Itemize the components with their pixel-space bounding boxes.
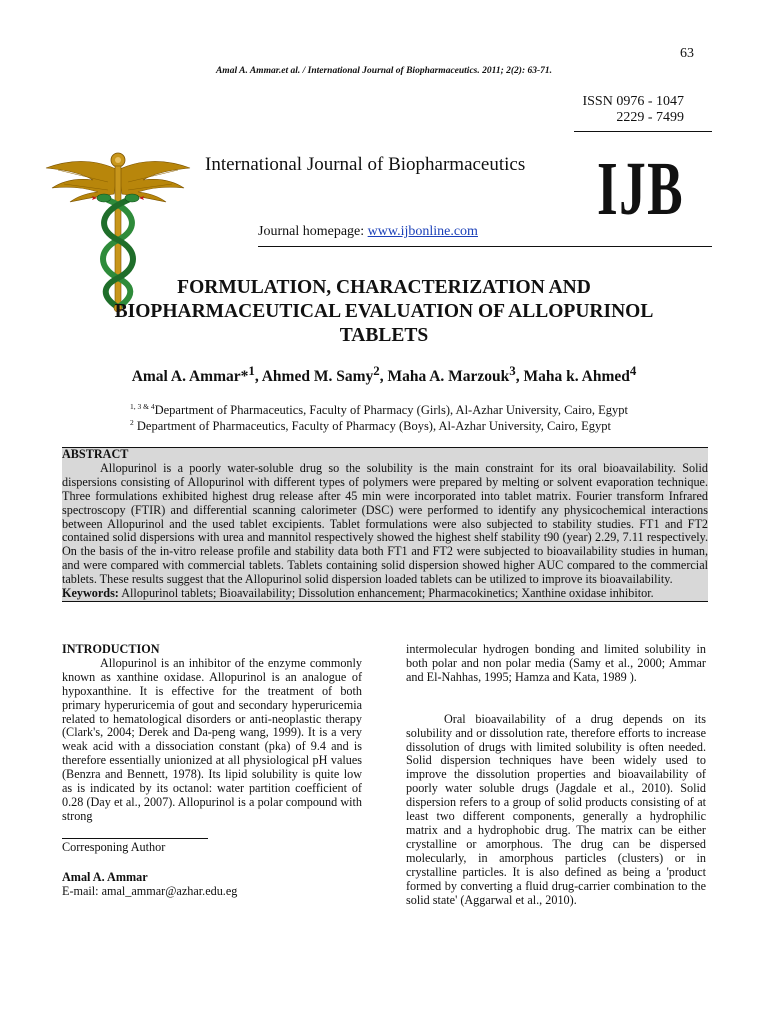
issn-block <box>568 94 684 126</box>
author-name: Ahmed M. Samy <box>261 368 374 386</box>
title-line-1: FORMULATION, CHARACTERIZATION AND <box>177 277 591 298</box>
footnote-rule <box>62 838 208 839</box>
introduction-paragraph: Allopurinol is an inhibitor of the enzyme commonly known as xanthine oxidase. Allopurinol is an analogue of hypoxanthine. It is effective for the treatment of both primary hyperuricemia of gout and secondary hyperuricemia related to hematological disorders or anti-neoplastic therapy (Clark's, 2004; Derek and Da-peng wang, 1999). It is a very weak acid with a dissociation constant (pka) of 9.4 and is therefore essentially unionized at all physiological pH values (Benzra and Bennett, 1978). Its lipid solubility is quite low as is indicated by its octanol: water partition coefficient of 0.28 (Day et al., 2007). Allopurinol is a polar compound with strong <box>62 655 362 823</box>
affiliation-1 <box>130 402 690 418</box>
author-affiliation-marker: 2 <box>373 363 380 378</box>
running-head: Amal A. Ammar.et al. / International Journal of Biopharmaceutics. 2011; 2(2): 63-71. <box>215 66 553 76</box>
right-paragraph-1: intermolecular hydrogen bonding and limited solubility in both polar and non polar media (Samy et al., 2000; Ammar and El-Nahhas, 1995; Hamza and Kata, 1989 ). <box>406 642 706 684</box>
affiliation-1-marker: 1, 3 & 4 <box>130 402 155 411</box>
issn-rule <box>574 131 712 132</box>
right-paragraph-2: Oral bioavailability of a drug depends on its solubility and or dissolution rate, therefore efforts to increase dissolution of drugs with limited solubility is often needed. Solid dispersion techniques have been widely used to improve the dissolution properties and bioavailability of poorly water soluble drugs (Jagdale et al., 2010). Solid dispersion refers to a group of solid products consisting of at least two different components, generally a hydrophilic matrix and a hydrophobic drug. The matrix can be either crystalline or amorphous. The drug can be dispersed molecularly, in amorphous particles (clusters) or in crystalline particles. It is also defined as being a 'product formed by converting a fluid drug-carrier combination to the solid state' (Aggarwal et al., 2010). <box>406 711 706 907</box>
author-separator: , <box>254 368 262 386</box>
author-separator: , <box>379 368 388 386</box>
corresponding-author-block <box>62 871 362 899</box>
affiliation-2-text: Department of Pharmaceutics, Faculty of Pharmacy (Boys), Al-Azhar University, Cairo, Egypt <box>133 419 611 434</box>
author-name: Maha A. Marzouk <box>387 368 510 386</box>
journal-name: International Journal of Biopharmaceutics <box>205 154 526 175</box>
title-line-2: BIOPHARMACEUTICAL EVALUATION OF ALLOPURINOL <box>114 301 654 322</box>
author-name: Maha k. Ahmed <box>523 368 630 386</box>
corresponding-author-label: Corresponing Author <box>62 840 166 854</box>
author-list <box>60 363 708 386</box>
affiliation-2 <box>130 418 690 434</box>
left-column <box>62 643 362 824</box>
homepage-label: Journal homepage: <box>258 224 368 239</box>
author-separator: , <box>515 368 524 386</box>
introduction-heading: INTRODUCTION <box>62 642 160 656</box>
affiliation-1-text: Department of Pharmaceutics, Faculty of Pharmacy (Girls), Al-Azhar University, Cairo, Egypt <box>154 403 628 418</box>
journal-homepage <box>258 224 478 240</box>
abstract-box <box>62 447 708 602</box>
author-affiliation-marker: 3 <box>509 363 516 378</box>
journal-abbreviation: IJB <box>597 147 684 231</box>
homepage-link[interactable]: www.ijbonline.com <box>367 224 478 239</box>
issn-line-1: ISSN 0976 - 1047 <box>582 94 684 109</box>
author-affiliation-marker: 1 <box>248 363 255 378</box>
homepage-rule <box>258 246 712 247</box>
keywords-label: Keywords: <box>62 586 119 601</box>
author-name: Amal A. Ammar* <box>131 368 249 386</box>
title-line-3: TABLETS <box>339 325 429 346</box>
page-number: 63 <box>680 46 694 61</box>
abstract-text: Allopurinol is a poorly water-soluble drug so the solubility is the main constraint for its oral bioavailability. Solid dispersions consisting of Allopurinol with different types of polymers were prepared by melting or solvent evaporation technique. Three formulations exhibited highest drug release after 45 min were incorporated into tablet matrix. Fourier transform Infrared spectroscopy (FTIR) and differential scanning calorimeter (DSC) were performed to identify any physicochemical interactions between Allopurinol and the used tablet excipients. Tablet formulations were also subjected to stability studies. FT1 and FT2 contained solid dispersions with urea and mannitol respectively showed the highest shelf stability t90 (year) 2.29, 7.11 respectively. On the basis of the in-vitro release profile and stability data both FT1 and FT2 were subjected to bioavailability studies in human, and were compared with commercial tablets. Tablets containing solid dispersion showed higher AUC compared to the commercial tablets. These results suggest that the Allopurinol solid dispersion loaded tablets can be utilized to improve its bioavailability. <box>62 460 708 587</box>
abstract-heading: ABSTRACT <box>62 447 129 461</box>
corresponding-author-name: Amal A. Ammar <box>62 870 148 884</box>
affiliation-2-marker: 2 <box>130 418 134 427</box>
corresponding-author-email: E-mail: amal_ammar@azhar.edu.eg <box>62 883 238 898</box>
article-title <box>80 276 688 348</box>
issn-line-2: 2229 - 7499 <box>616 110 684 125</box>
keywords <box>62 587 708 601</box>
keywords-text: Allopurinol tablets; Bioavailability; Dissolution enhancement; Pharmacokinetics; Xanthine oxidase inhibitor. <box>118 586 654 601</box>
author-affiliation-marker: 4 <box>629 363 637 378</box>
right-column <box>406 643 706 907</box>
